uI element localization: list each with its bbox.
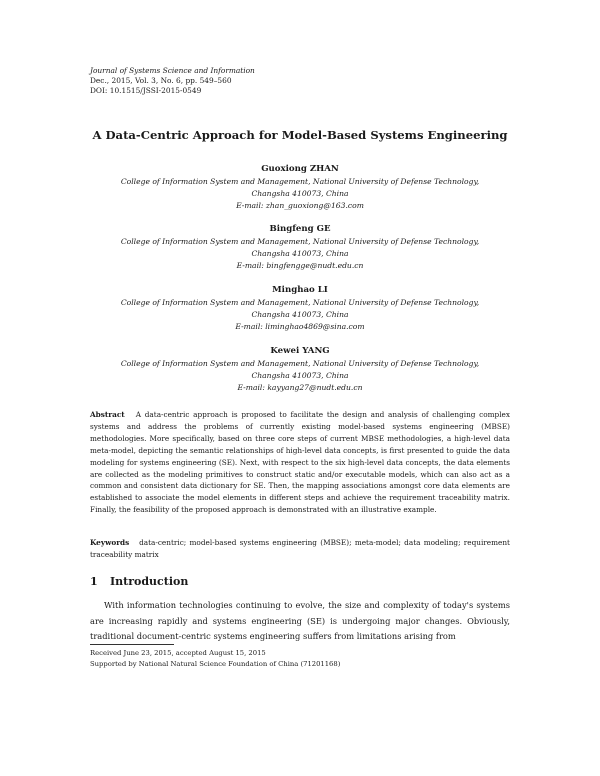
author-block <box>0 222 600 273</box>
section-title: Introduction <box>110 575 189 588</box>
keywords-text: data-centric; model-based systems engineering (MBSE); meta-model; data modeling; requirement traceability matrix <box>90 538 510 559</box>
author-city: Changsha 410073, China <box>251 310 349 320</box>
abstract-label: Abstract <box>90 410 125 419</box>
footnote-rule <box>90 644 174 645</box>
keywords <box>90 537 510 561</box>
author-email: kayyang27@nudt.edu.cn <box>267 383 363 393</box>
email-label: E-mail: <box>237 383 265 393</box>
author-email: bingfengge@nudt.edu.cn <box>266 261 364 271</box>
author-name: Minghao LI <box>272 285 328 295</box>
author-affiliation: College of Information System and Management, National University of Defense Technology, <box>120 298 480 307</box>
journal-issue: Dec., 2015, Vol. 3, No. 6, pp. 549–560 <box>90 76 232 85</box>
author-email: zhan_guoxiong@163.com <box>265 201 364 211</box>
author-name: Bingfeng GE <box>269 224 331 234</box>
section-heading <box>90 575 188 588</box>
keywords-label: Keywords <box>90 538 130 547</box>
received-dates: Received June 23, 2015, accepted August 15, 2015 <box>90 649 266 657</box>
footnote <box>90 648 340 670</box>
author-name: Guoxiong ZHAN <box>261 164 339 174</box>
intro-text: With information technologies continuing to evolve, the size and complexity of today's systems are increasing rapidly and systems engineering (SE) is undergoing major changes. Obviously, traditional document-centric systems engineering suffers from limitations arising from <box>90 600 510 642</box>
author-city: Changsha 410073, China <box>251 249 349 259</box>
author-affiliation: College of Information System and Management, National University of Defense Technology, <box>120 237 480 246</box>
author-city: Changsha 410073, China <box>251 371 349 381</box>
author-affiliation: College of Information System and Management, National University of Defense Technology, <box>120 177 480 186</box>
journal-name: Journal of Systems Science and Information <box>90 66 255 75</box>
author-email: liminghao4869@sina.com <box>265 322 365 332</box>
author-block <box>0 162 600 213</box>
doi: DOI: 10.1515/JSSI-2015-0549 <box>90 86 202 95</box>
author-city: Changsha 410073, China <box>251 189 349 199</box>
abstract <box>90 409 510 516</box>
section-number: 1 <box>90 575 98 588</box>
author-affiliation: College of Information System and Management, National University of Defense Technology, <box>120 359 480 368</box>
introduction-paragraph <box>90 598 510 645</box>
email-label: E-mail: <box>236 261 264 271</box>
funding-note: Supported by National Natural Science Foundation of China (71201168) <box>90 660 341 668</box>
paper-title: A Data-Centric Approach for Model-Based Systems Engineering <box>92 128 508 142</box>
author-name: Kewei YANG <box>270 346 330 356</box>
journal-header <box>90 66 255 96</box>
author-block <box>0 283 600 334</box>
email-label: E-mail: <box>235 322 263 332</box>
abstract-text: A data-centric approach is proposed to facilitate the design and analysis of challenging complex systems and address the problems of currently existing model-based systems engineering (MBSE) methodologies. More specifically, based on three core steps of current MBSE methodologies, a high-level data meta-model, depicting the semantic relationships of high-level data concepts, is first presented to guide the data modeling for systems engineering (SE). Next, with respect to the six high-level data concepts, the data elements are collected as the modeling primitives to construct static and/or executable models, which can also act as a common and consistent data dictionary for SE. Then, the mapping associations amongst core data elements are established to associate the model elements in different steps and achieve the requirement traceability matrix. Finally, the feasibility of the proposed approach is demonstrated with an illustrative example. <box>90 410 510 515</box>
author-block <box>0 344 600 395</box>
email-label: E-mail: <box>236 201 264 211</box>
